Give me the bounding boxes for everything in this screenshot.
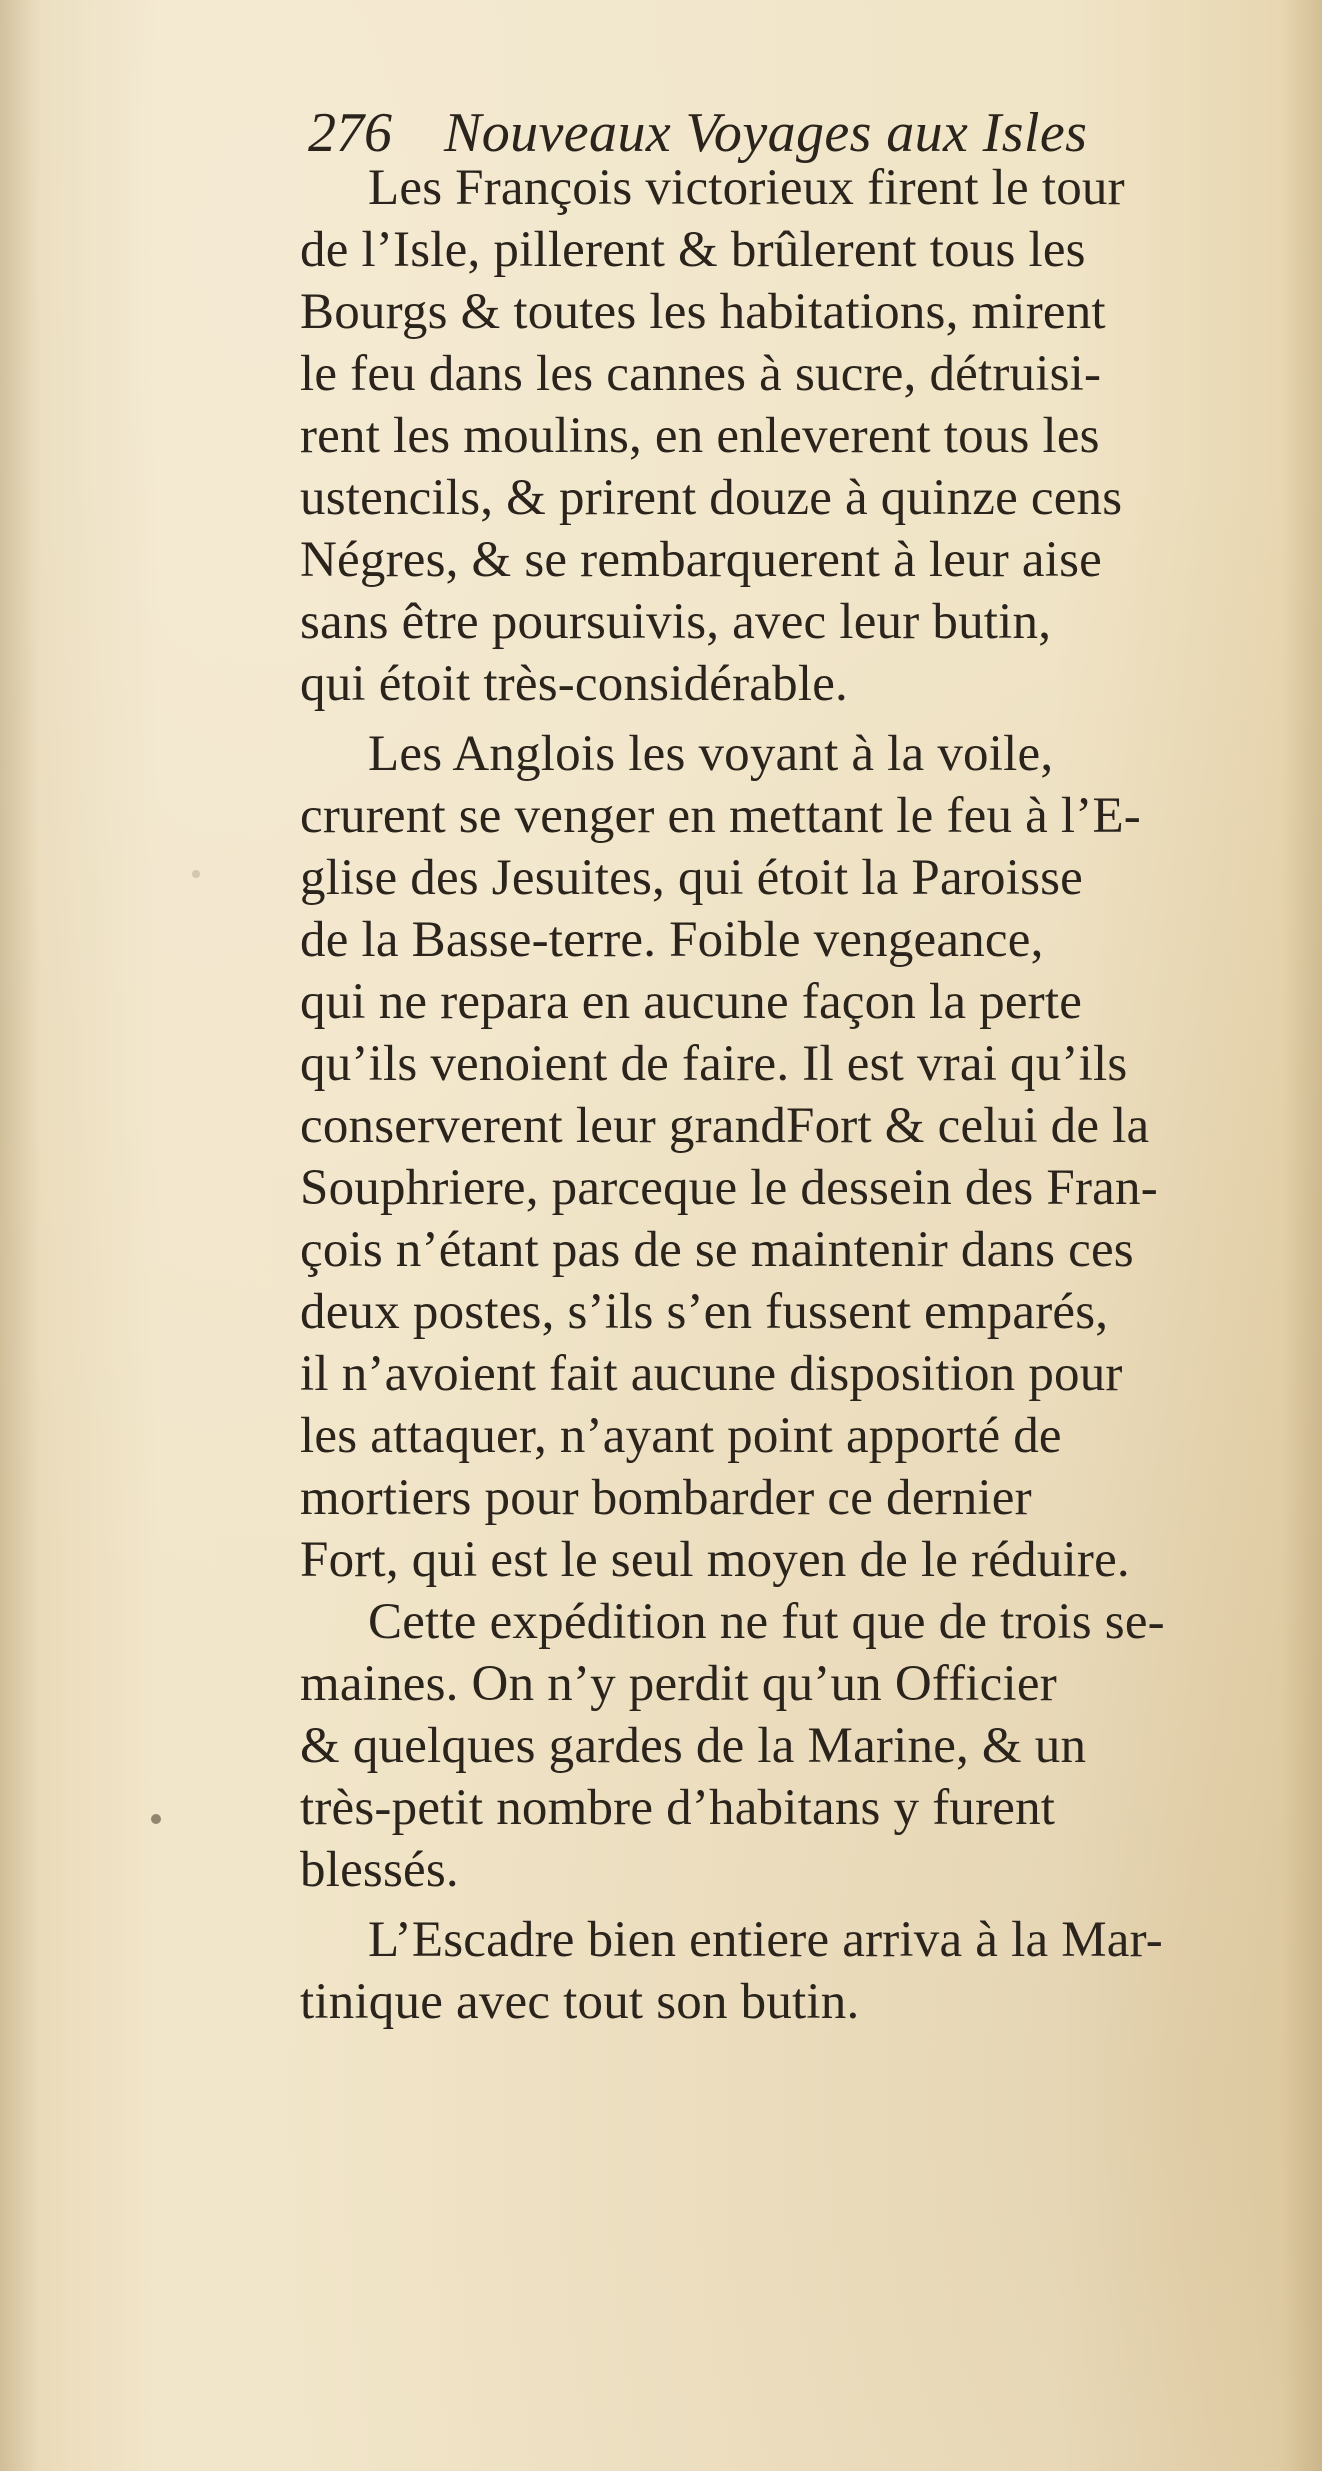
text-line: mortiers pour bombarder ce dernier bbox=[300, 1470, 1032, 1526]
text-line: conserverent leur grandFort & celui de la bbox=[300, 1098, 1150, 1154]
text-line: le feu dans les cannes à sucre, détruisi- bbox=[300, 346, 1102, 402]
text-line: de la Basse-terre. Foible vengeance, bbox=[300, 912, 1044, 968]
text-line: deux postes, s’ils s’en fussent emparés, bbox=[300, 1284, 1109, 1340]
blank-lower-page bbox=[0, 1700, 1322, 2471]
text-line: sans être poursuivis, avec leur butin, bbox=[300, 594, 1052, 650]
text-line: Les François victorieux firent le tour bbox=[368, 160, 1125, 216]
text-line: de l’Isle, pillerent & brûlerent tous les bbox=[300, 222, 1086, 278]
text-line: très-petit nombre d’habitans y furent bbox=[300, 1780, 1056, 1836]
text-line: & quelques gardes de la Marine, & un bbox=[300, 1718, 1087, 1774]
text-line: rent les moulins, en enleverent tous les bbox=[300, 408, 1100, 464]
text-line: Les Anglois les voyant à la voile, bbox=[368, 726, 1054, 782]
text-line: Fort, qui est le seul moyen de le réduire. bbox=[300, 1532, 1130, 1588]
text-line: blessés. bbox=[300, 1842, 459, 1898]
running-title: Nouveaux Voyages aux Isles bbox=[444, 102, 1088, 164]
paper-speck bbox=[192, 870, 200, 878]
text-line: tinique avec tout son butin. bbox=[300, 1974, 860, 2030]
text-line: qui ne repara en aucune façon la perte bbox=[300, 974, 1083, 1030]
text-line: glise des Jesuites, qui étoit la Paroisse bbox=[300, 850, 1084, 906]
text-line: crurent se venger en mettant le feu à l’E- bbox=[300, 788, 1141, 844]
text-line: il n’avoient fait aucune disposition pour bbox=[300, 1346, 1123, 1402]
text-line: ustencils, & prirent douze à quinze cens bbox=[300, 470, 1123, 526]
text-line: L’Escadre bien entiere arriva à la Mar- bbox=[368, 1912, 1163, 1968]
page-number: 276 bbox=[308, 102, 392, 164]
text-line: qu’ils venoient de faire. Il est vrai qu’ils bbox=[300, 1036, 1128, 1092]
text-line: maines. On n’y perdit qu’un Officier bbox=[300, 1656, 1057, 1712]
text-line: qui étoit très-considérable. bbox=[300, 656, 848, 712]
text-line: les attaquer, n’ayant point apporté de bbox=[300, 1408, 1062, 1464]
text-line: Bourgs & toutes les habitations, mirent bbox=[300, 284, 1106, 340]
text-line: çois n’étant pas de se maintenir dans ces bbox=[300, 1222, 1134, 1278]
text-line: Négres, & se rembarquerent à leur aise bbox=[300, 532, 1102, 588]
text-line: Cette expédition ne fut que de trois se- bbox=[368, 1594, 1165, 1650]
text-line: Souphriere, parceque le dessein des Fran- bbox=[300, 1160, 1158, 1216]
